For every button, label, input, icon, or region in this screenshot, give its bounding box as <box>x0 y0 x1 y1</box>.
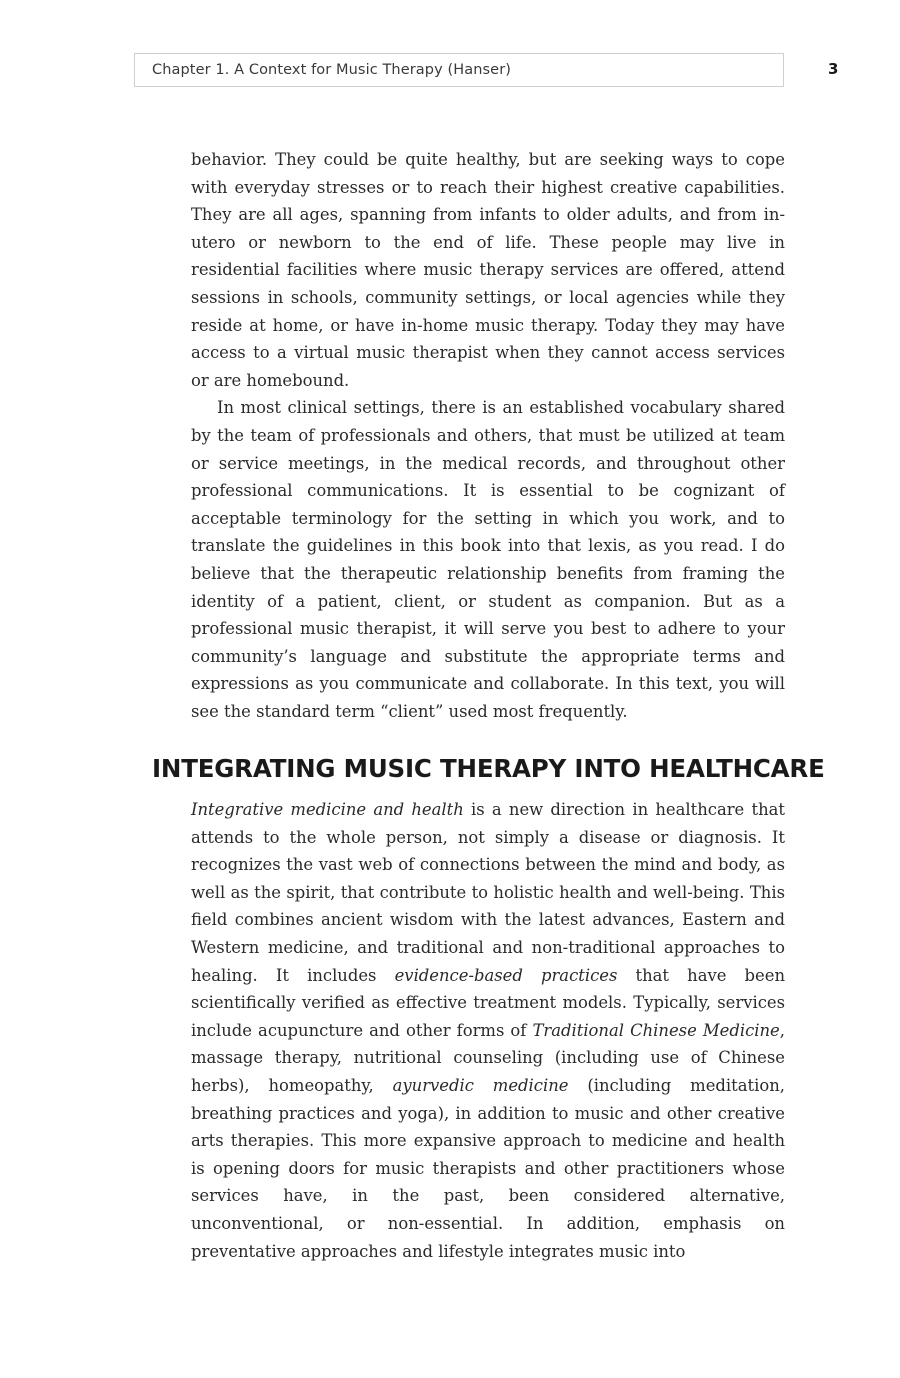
italic-term: ayurvedic medicine <box>392 1075 569 1095</box>
italic-term: Integrative medicine and health <box>191 800 464 819</box>
italic-term: evidence-based practices <box>394 965 618 985</box>
page-number: 3 <box>828 60 839 78</box>
text-run: (including meditation, breathing practices and yoga), in addition to music and other creative arts therapies. This more expansive approach to medicine and health is opening doors for music therapists and other practitioners whose services have, in the past, been considered alternative, unconventional, or non-essential. In addition, emphasis on preventative approaches and lifestyle integrates music into <box>191 1075 785 1261</box>
paragraph <box>191 796 785 1265</box>
paragraph: behavior. They could be quite healthy, but are seeking ways to cope with everyday stresses or to reach their highest creative capabilities. They are all ages, spanning from infants to older adults, and from in-utero or newborn to the end of life. These people may live in residential facilities where music therapy services are offered, attend sessions in schools, community settings, or local agencies while they reside at home, or have in-home music therapy. Today they may have access to a virtual music therapist when they cannot access services or are homebound. <box>191 150 785 390</box>
running-header-title: Chapter 1. A Context for Music Therapy (Hanser) <box>152 62 512 78</box>
running-header <box>134 53 784 87</box>
section-heading: INTEGRATING MUSIC THERAPY INTO HEALTHCARE <box>152 754 825 783</box>
text-run: that have been scientifically verified as effective treatment models. Typically, services include acupuncture and other forms of <box>191 965 785 1040</box>
italic-term: Traditional Chinese Medicine <box>532 1020 780 1040</box>
paragraph: In most clinical settings, there is an established vocabulary shared by the team of professionals and others, that must be utilized at team or service meetings, in the medical records, and throughout other professional communications. It is essential to be cognizant of acceptable terminology for the setting in which you work, and to translate the guidelines in this book into that lexis, as you read. I do believe that the therapeutic relationship benefits from framing the identity of a patient, client, or student as companion. But as a professional music therapist, it will serve you best to adhere to your community’s language and substitute the appropriate terms and expressions as you communicate and collaborate. In this text, you will see the standard term “client” used most frequently. <box>191 398 785 721</box>
body-text-top <box>191 146 785 725</box>
body-text-section <box>191 796 785 1265</box>
text-run: , massage therapy, nutritional counseling (including use of Chinese herbs), homeopathy, <box>191 1020 785 1095</box>
text-run: is a new direction in healthcare that attends to the whole person, not simply a disease or diagnosis. It recognizes the vast web of connections between the mind and body, as well as the spirit, that contribute to holistic health and well-being. This field combines ancient wisdom with the latest advances, Eastern and Western medicine, and traditional and non-traditional approaches to healing. It includes <box>191 800 785 985</box>
